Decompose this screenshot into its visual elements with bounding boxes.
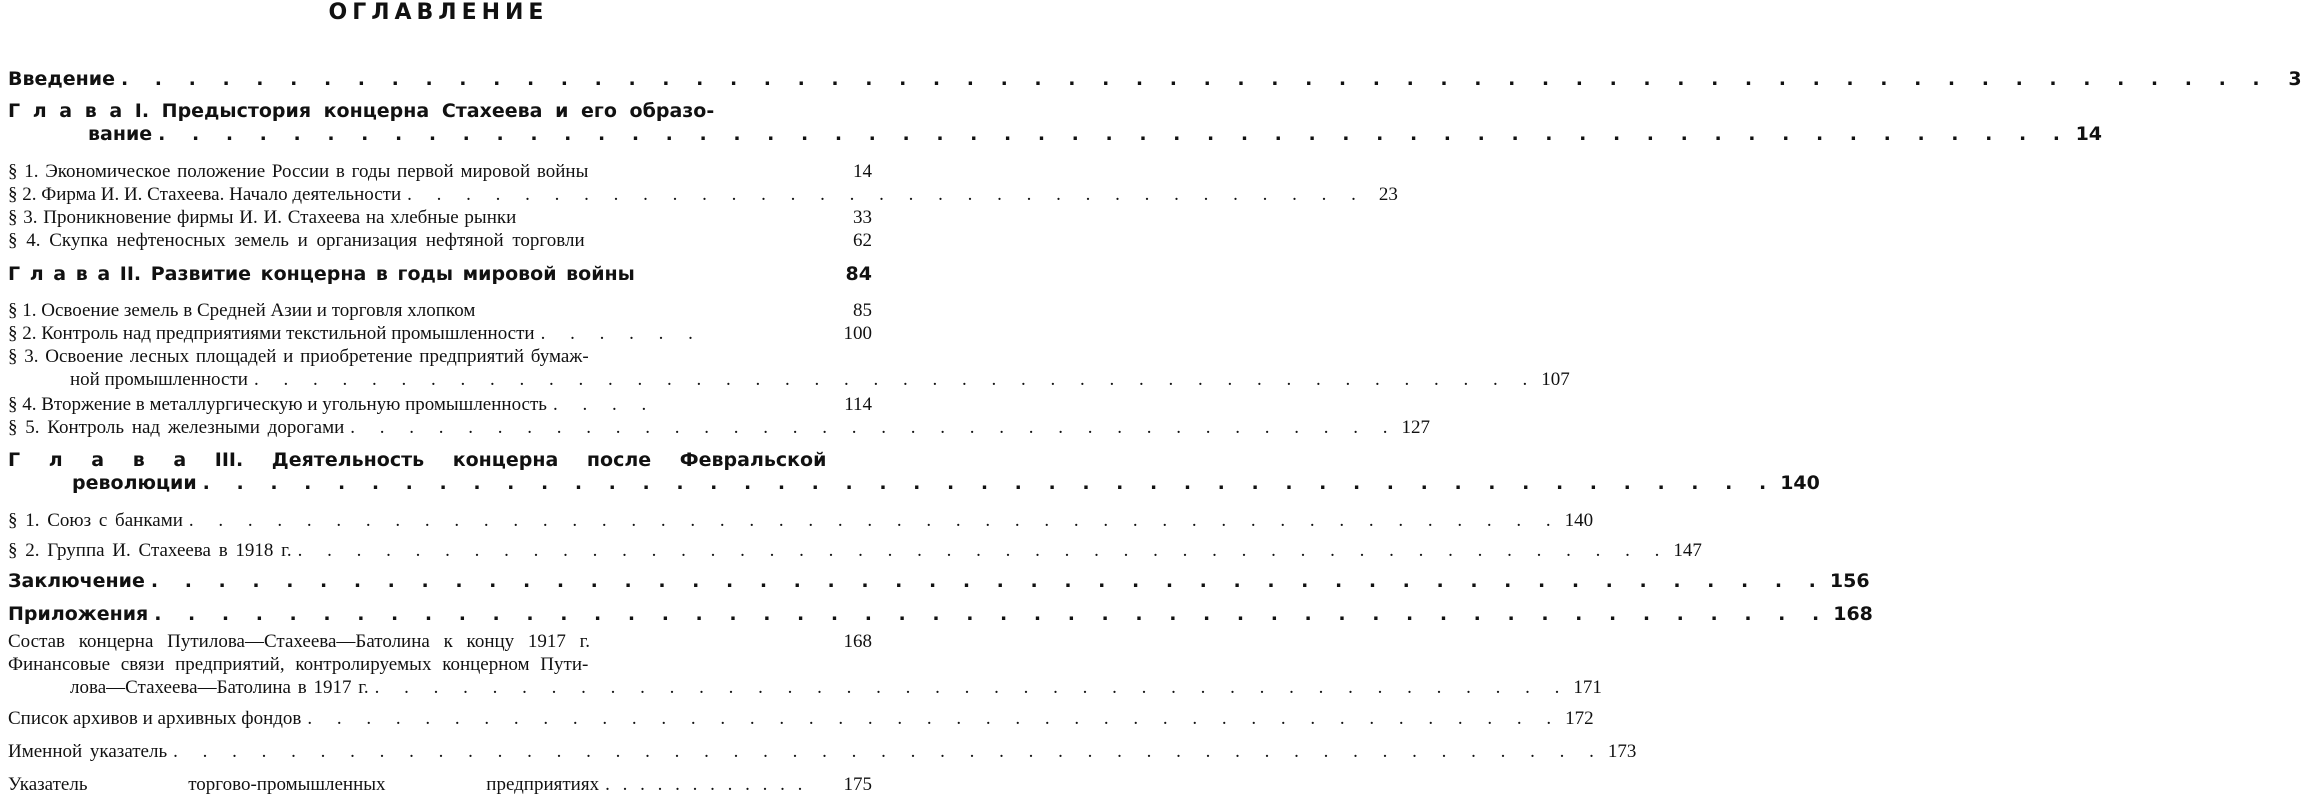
- dot-leader: . . . . . . . . . . . . . . . . . . . . . . . . . . . . . . . . .: [407, 184, 1366, 205]
- toc-page-number: 147: [1673, 540, 1702, 561]
- toc-entry-label: Приложения: [8, 603, 149, 625]
- toc-entry-label: Заключение: [8, 570, 145, 592]
- toc-entry-chapter-1: [8, 100, 2103, 146]
- toc-page-number: 100: [843, 323, 872, 344]
- toc-entry-label: § 5. Контроль над железными дорогами: [8, 417, 345, 438]
- dot-leader: . . . . . . . . . . . . . . . . . . . . . . . . . . . . . . . . . . . . . . . . . . . . . . . . .: [173, 741, 1604, 762]
- toc-entry-section: [8, 183, 1398, 206]
- toc-page-number: 14: [853, 161, 872, 182]
- dot-leader: . . . . . . . . . . . . . . . . . . . . . . . . . . . . . . . . . . . . . . . . . . . . . . . . . .: [154, 603, 1830, 625]
- toc-entry-label: Введение: [8, 68, 115, 90]
- toc-entry-label-line2: ной промышленности: [70, 369, 248, 390]
- dot-leader: . . . . . .: [540, 323, 703, 344]
- toc-page-number: 173: [1607, 741, 1637, 762]
- toc-page-number: 156: [1829, 570, 1870, 592]
- toc-entry-section: [8, 206, 872, 229]
- toc-page-number: 140: [1564, 510, 1594, 531]
- toc-entry-section: [8, 322, 872, 345]
- toc-entry-label: § 1. Союз с банками: [8, 510, 183, 531]
- toc-page-number: 85: [853, 300, 872, 321]
- toc-entry-label: § 2. Контроль над предприятиями текстильной промышленности: [8, 323, 535, 344]
- toc-entry-appendix: [8, 707, 1594, 730]
- toc-page-number: 175: [843, 774, 872, 795]
- dot-leader: . . . . . . . . . . . . . . . . . . . . . . . . . . . . . . . . . . . . . . . . . . . . . . . . . .: [150, 570, 1826, 592]
- toc-page-number: 140: [1780, 472, 1820, 494]
- toc-entry-section: [8, 160, 872, 183]
- dot-leader: . . . . . . . . . . . .: [605, 774, 807, 795]
- toc-entry-appendices: [8, 603, 1873, 626]
- dot-leader: . . . . . . . . . . . . . . . . . . . . . . . . . . . . . . . . . . . .: [350, 417, 1398, 438]
- toc-entry-section: [8, 345, 1570, 391]
- toc-entry-section: [8, 299, 872, 322]
- dot-leader: . . . . . . . . . . . . . . . . . . . . . . . . . . . . . . . . . . . . . . . . . . . . . . .: [202, 472, 1777, 494]
- dot-leader: . . . .: [552, 394, 657, 415]
- toc-entry-section: [8, 229, 872, 252]
- toc-entry-section: [8, 539, 1702, 562]
- dot-leader: . . . . . . . . . . . . . . . . . . . . . . . . . . . . . . . . . . . . . . . . . . . . . . . . . . . . . . . . .: [158, 123, 2071, 145]
- toc-page-number: 168: [1833, 603, 1873, 625]
- toc-page-number: 84: [845, 263, 872, 285]
- toc-entry-appendix: [8, 773, 872, 796]
- toc-page-number: 171: [1573, 677, 1602, 698]
- toc-page-number: 3: [2288, 68, 2302, 90]
- dot-leader: . . . . . . . . . . . . . . . . . . . . . . . . . . . . . . . . . . . . . . . . . . .: [307, 708, 1562, 729]
- toc-entry-label-line1: Г л а в а I. Предыстория концерна Стахеева и его образо-: [8, 100, 715, 122]
- dot-leader: . . . . . . . . . . . . . . . . . . . . . . . . . . . . . . . . . . . . . . . . . . . . . . .: [297, 540, 1670, 561]
- toc-entry-appendix: [8, 630, 872, 653]
- toc-entry-label-line1: Финансовые связи предприятий, контролируемых концерном Пути-: [8, 654, 589, 675]
- toc-entry-label: § 1. Экономическое положение России в годы первой мировой войны: [8, 161, 589, 182]
- toc-page-number: 127: [1401, 417, 1431, 438]
- toc-entry-label: § 4. Вторжение в металлургическую и угольную промышленность: [8, 394, 547, 415]
- page-title: ОГЛАВЛЕНИЕ: [328, 0, 549, 25]
- toc-entry-label: Г л а в а II. Развитие концерна в годы мировой войны: [8, 263, 635, 285]
- toc-page-number: 114: [844, 394, 872, 415]
- toc-entry-conclusion: [8, 570, 1870, 593]
- toc-entry-label-line2: лова—Стахеева—Батолина в 1917 г.: [70, 677, 369, 698]
- toc-entry-chapter-2: [8, 263, 872, 286]
- toc-page-number: 107: [1541, 369, 1570, 390]
- dot-leader: . . . . . . . . . . . . . . . . . . . . . . . . . . . . . . . . . . . . . . . . . . . .: [253, 369, 1538, 390]
- toc-entry-label-line1: Г л а в а III. Деятельность концерна после Февральской: [8, 449, 827, 471]
- toc-entry-label: § 1. Освоение земель в Средней Азии и торговля хлопком: [8, 300, 476, 321]
- toc-entry-label-line2: вание: [88, 123, 153, 145]
- toc-entry-label: Состав концерна Путилова—Стахеева—Батолина к концу 1917 г.: [8, 631, 591, 652]
- toc-entry-label: § 2. Фирма И. И. Стахеева. Начало деятельности: [8, 184, 402, 205]
- dot-leader: . . . . . . . . . . . . . . . . . . . . . . . . . . . . . . . . . . . . . . . . . . . . . . . . . . . . . . . . . . . . . . . .: [120, 68, 2270, 90]
- toc-entry-section: [8, 509, 1594, 532]
- toc-page-number: 23: [1378, 184, 1398, 205]
- toc-page-number: 33: [853, 207, 872, 228]
- dot-leader: . . . . . . . . . . . . . . . . . . . . . . . . . . . . . . . . . . . . . . . . . . . . . . .: [188, 510, 1561, 531]
- toc-entry-section: [8, 393, 872, 416]
- toc-page-number: 168: [843, 631, 872, 652]
- toc-entry-label-line1: § 3. Освоение лесных площадей и приобретение предприятий бумаж-: [8, 346, 589, 367]
- dot-leader: . . . . . . . . . . . . . . . . . . . . . . . . . . . . . . . . . . . . . . . . .: [374, 677, 1570, 698]
- toc-entry-appendix: [8, 740, 1637, 763]
- toc-entry-chapter-3: [8, 449, 1820, 495]
- toc-page-number: 172: [1565, 708, 1594, 729]
- toc-page-number: 14: [2075, 123, 2103, 145]
- toc-entry-label: Список архивов и архивных фондов: [8, 708, 302, 729]
- toc-entry-label: § 3. Проникновение фирмы И. И. Стахеева на хлебные рынки: [8, 207, 517, 228]
- toc-entry-label: § 2. Группа И. Стахеева в 1918 г.: [8, 540, 292, 561]
- toc-entry-introduction: [8, 68, 2302, 91]
- toc-page-number: 62: [853, 230, 872, 251]
- toc-entry-label: Указатель торгово-промышленных предприятиях: [8, 774, 600, 795]
- toc-entry-label-line2: революции: [72, 472, 197, 494]
- toc-entry-appendix: [8, 653, 1602, 699]
- toc-entry-section: [8, 416, 1431, 439]
- toc-entry-label: § 4. Скупка нефтеносных земель и организация нефтяной торговли: [8, 230, 585, 251]
- toc-entry-label: Именной указатель: [8, 741, 168, 762]
